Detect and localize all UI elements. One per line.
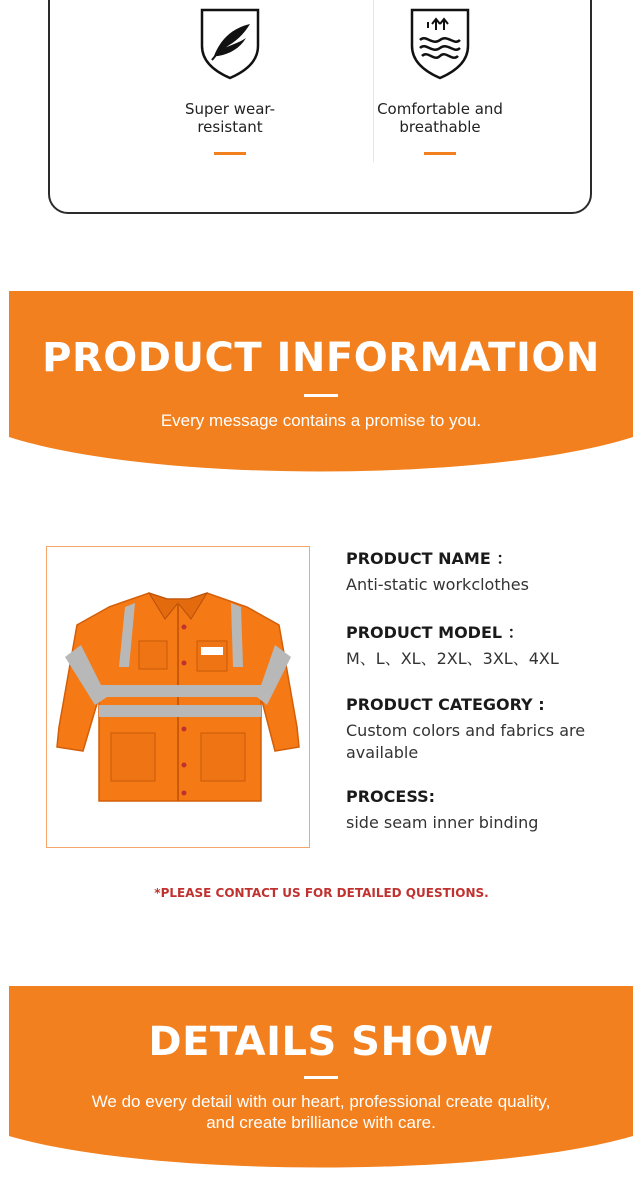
feature-dash xyxy=(214,152,246,155)
product-image-frame xyxy=(46,546,310,848)
feather-shield-icon xyxy=(198,6,262,82)
spec-item xyxy=(346,622,626,670)
spec-value: side seam inner binding xyxy=(346,813,539,832)
feature-breathable xyxy=(340,6,540,155)
spec-value: Anti-static workclothes xyxy=(346,575,529,594)
spec-value: M、L、XL、2XL、3XL、4XL xyxy=(346,649,559,668)
section-title: DETAILS SHOW xyxy=(148,1019,494,1065)
title-rule xyxy=(304,1076,338,1079)
details-banner xyxy=(9,986,633,1170)
spec-value: Custom colors and fabrics are available xyxy=(346,721,586,762)
section-subtitle: Every message contains a promise to you. xyxy=(160,411,482,430)
spec-name: PRODUCT NAME ： xyxy=(346,549,513,568)
spec-name: PROCESS: xyxy=(346,787,436,806)
feature-dash xyxy=(424,152,456,155)
spec-item xyxy=(346,694,626,764)
title-rule xyxy=(304,394,338,397)
product-image xyxy=(47,547,309,847)
feature-label: Super wear-resistant xyxy=(184,100,276,136)
section-subtitle-line1: We do every detail with our heart, professional create quality, xyxy=(91,1092,551,1111)
features-card xyxy=(48,0,592,214)
section-subtitle-line2: and create brilliance with care. xyxy=(206,1113,436,1132)
contact-notice: *PLEASE CONTACT US FOR DETAILED QUESTIONS. xyxy=(154,886,489,900)
spec-name: PRODUCT MODEL ： xyxy=(346,623,524,642)
wave-shield-icon xyxy=(408,6,472,82)
spec-item xyxy=(346,786,626,834)
spec-item xyxy=(346,548,626,596)
product-info-banner xyxy=(9,291,633,477)
feature-wear-resistant xyxy=(130,6,330,155)
spec-name: PRODUCT CATEGORY : xyxy=(346,695,545,714)
feature-label: Comfortable and breathable xyxy=(377,100,503,136)
product-specs xyxy=(346,548,626,852)
section-title: PRODUCT INFORMATION xyxy=(42,335,600,381)
